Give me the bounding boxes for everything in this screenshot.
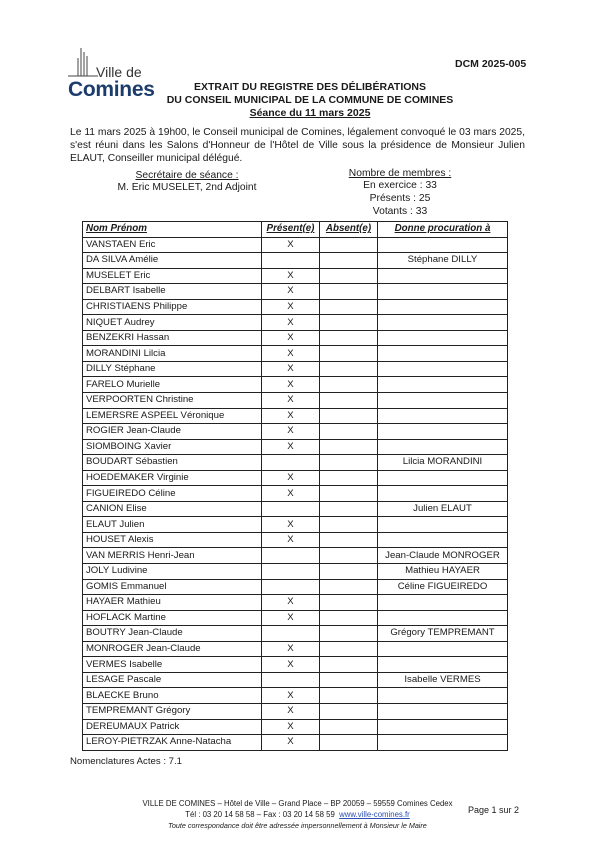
table-row xyxy=(83,719,508,735)
footer-correspondence-note: Toute correspondance doit être adressée impersonnellement à Monsieur le Maire xyxy=(168,821,427,830)
present-mark: X xyxy=(262,719,320,735)
member-name: ELAUT Julien xyxy=(83,517,262,533)
table-row xyxy=(83,346,508,362)
table-row xyxy=(83,408,508,424)
member-name: MUSELET Eric xyxy=(83,268,262,284)
proxy-holder xyxy=(378,735,508,751)
absent-mark xyxy=(320,672,378,688)
proxy-holder xyxy=(378,610,508,626)
member-name: NIQUET Audrey xyxy=(83,315,262,331)
header-present: Présent(e) xyxy=(262,222,320,238)
member-name: HOUSET Alexis xyxy=(83,532,262,548)
absent-mark xyxy=(320,253,378,269)
present-mark: X xyxy=(262,486,320,502)
proxy-holder xyxy=(378,237,508,253)
member-name: ROGIER Jean-Claude xyxy=(83,424,262,440)
member-name: DILLY Stéphane xyxy=(83,361,262,377)
present-mark: X xyxy=(262,377,320,393)
absent-mark xyxy=(320,470,378,486)
logo-comines-text: Comines xyxy=(68,78,155,101)
member-name: MONROGER Jean-Claude xyxy=(83,641,262,657)
absent-mark xyxy=(320,626,378,642)
proxy-holder: Mathieu HAYAER xyxy=(378,564,508,580)
header-absent: Absent(e) xyxy=(320,222,378,238)
member-name: FARELO Murielle xyxy=(83,377,262,393)
absent-mark xyxy=(320,268,378,284)
absent-mark xyxy=(320,237,378,253)
table-row xyxy=(83,610,508,626)
table-header-row xyxy=(83,222,508,238)
present-mark xyxy=(262,253,320,269)
present-mark xyxy=(262,672,320,688)
proxy-holder xyxy=(378,377,508,393)
proxy-holder xyxy=(378,703,508,719)
table-row xyxy=(83,548,508,564)
absent-mark xyxy=(320,517,378,533)
member-name: CANION Elise xyxy=(83,501,262,517)
proxy-holder xyxy=(378,486,508,502)
absent-mark xyxy=(320,424,378,440)
present-mark: X xyxy=(262,532,320,548)
table-row xyxy=(83,377,508,393)
present-mark: X xyxy=(262,268,320,284)
table-row xyxy=(83,455,508,471)
member-name: HOEDEMAKER Virginie xyxy=(83,470,262,486)
present-mark xyxy=(262,455,320,471)
website-link[interactable]: www.ville-comines.fr xyxy=(339,810,410,819)
absent-mark xyxy=(320,735,378,751)
member-name: VANSTAEN Eric xyxy=(83,237,262,253)
present-mark: X xyxy=(262,657,320,673)
absent-mark xyxy=(320,315,378,331)
proxy-holder: Jean-Claude MONROGER xyxy=(378,548,508,564)
absent-mark xyxy=(320,548,378,564)
member-name: CHRISTIAENS Philippe xyxy=(83,299,262,315)
members-label: Nombre de membres : xyxy=(348,168,452,179)
table-row xyxy=(83,501,508,517)
proxy-holder xyxy=(378,268,508,284)
secretary-name: M. Eric MUSELET, 2nd Adjoint xyxy=(117,182,257,193)
proxy-holder: Lilcia MORANDINI xyxy=(378,455,508,471)
table-row xyxy=(83,579,508,595)
proxy-holder xyxy=(378,719,508,735)
present-mark xyxy=(262,626,320,642)
table-row xyxy=(83,424,508,440)
present-mark: X xyxy=(262,424,320,440)
member-name: SIOMBOING Xavier xyxy=(83,439,262,455)
present-mark: X xyxy=(262,641,320,657)
proxy-holder xyxy=(378,424,508,440)
table-row xyxy=(83,315,508,331)
table-row xyxy=(83,595,508,611)
member-name: BLAECKE Bruno xyxy=(83,688,262,704)
table-row xyxy=(83,672,508,688)
member-name: JOLY Ludivine xyxy=(83,564,262,580)
members-presents: Présents : 25 xyxy=(369,193,431,204)
absent-mark xyxy=(320,532,378,548)
absent-mark xyxy=(320,361,378,377)
absent-mark xyxy=(320,455,378,471)
proxy-holder xyxy=(378,315,508,331)
member-name: BOUTRY Jean-Claude xyxy=(83,626,262,642)
present-mark: X xyxy=(262,439,320,455)
member-name: MORANDINI Lilcia xyxy=(83,346,262,362)
present-mark: X xyxy=(262,299,320,315)
present-mark: X xyxy=(262,284,320,300)
present-mark: X xyxy=(262,346,320,362)
table-row xyxy=(83,330,508,346)
proxy-holder: Isabelle VERMES xyxy=(378,672,508,688)
deliberation-reference: DCM 2025-005 xyxy=(455,58,527,70)
absent-mark xyxy=(320,657,378,673)
proxy-holder xyxy=(378,517,508,533)
member-name: VERMES Isabelle xyxy=(83,657,262,673)
proxy-holder: Julien ELAUT xyxy=(378,501,508,517)
proxy-holder xyxy=(378,532,508,548)
table-row xyxy=(83,657,508,673)
proxy-holder xyxy=(378,284,508,300)
page-number: Page 1 sur 2 xyxy=(468,805,520,815)
absent-mark xyxy=(320,501,378,517)
comines-logo xyxy=(64,46,154,106)
absent-mark xyxy=(320,284,378,300)
proxy-holder xyxy=(378,595,508,611)
proxy-holder: Stéphane DILLY xyxy=(378,253,508,269)
absent-mark xyxy=(320,703,378,719)
present-mark xyxy=(262,564,320,580)
proxy-holder xyxy=(378,439,508,455)
intro-paragraph: Le 11 mars 2025 à 19h00, le Conseil municipal de Comines, légalement convoqué le 03 mars 2025, s'est réuni dans les Salons d'Honneur de l'Hôtel de Ville sous la présidence de Monsieur Julien ELAUT, Conseiller municipal délégué. xyxy=(70,127,525,164)
member-name: FIGUEIREDO Céline xyxy=(83,486,262,502)
absent-mark xyxy=(320,595,378,611)
absent-mark xyxy=(320,688,378,704)
member-name: DELBART Isabelle xyxy=(83,284,262,300)
absent-mark xyxy=(320,579,378,595)
member-name: HOFLACK Martine xyxy=(83,610,262,626)
table-row xyxy=(83,641,508,657)
absent-mark xyxy=(320,564,378,580)
member-name: VAN MERRIS Henri-Jean xyxy=(83,548,262,564)
table-row xyxy=(83,237,508,253)
absent-mark xyxy=(320,610,378,626)
member-name: TEMPREMANT Grégory xyxy=(83,703,262,719)
table-row xyxy=(83,688,508,704)
session-date: Séance du 11 mars 2025 xyxy=(249,107,371,119)
proxy-holder xyxy=(378,688,508,704)
header-proxy: Donne procuration à xyxy=(378,222,508,238)
attendance-table xyxy=(82,221,508,751)
document-title-line2: DU CONSEIL MUNICIPAL DE LA COMMUNE DE COMINES xyxy=(166,94,454,106)
present-mark: X xyxy=(262,703,320,719)
proxy-holder xyxy=(378,393,508,409)
absent-mark xyxy=(320,330,378,346)
present-mark: X xyxy=(262,393,320,409)
absent-mark xyxy=(320,641,378,657)
table-row xyxy=(83,393,508,409)
present-mark: X xyxy=(262,595,320,611)
footer-address: VILLE DE COMINES – Hôtel de Ville – Grand Place – BP 20059 – 59559 Comines Cedex xyxy=(142,799,453,808)
members-exercice: En exercice : 33 xyxy=(363,180,437,191)
proxy-holder xyxy=(378,657,508,673)
table-row xyxy=(83,626,508,642)
present-mark: X xyxy=(262,330,320,346)
present-mark: X xyxy=(262,688,320,704)
proxy-holder xyxy=(378,330,508,346)
member-name: DA SILVA Amélie xyxy=(83,253,262,269)
table-row xyxy=(83,735,508,751)
absent-mark xyxy=(320,377,378,393)
table-row xyxy=(83,703,508,719)
absent-mark xyxy=(320,439,378,455)
member-name: LESAGE Pascale xyxy=(83,672,262,688)
present-mark: X xyxy=(262,610,320,626)
present-mark: X xyxy=(262,237,320,253)
proxy-holder xyxy=(378,470,508,486)
proxy-holder xyxy=(378,299,508,315)
member-name: BENZEKRI Hassan xyxy=(83,330,262,346)
table-row xyxy=(83,439,508,455)
proxy-holder xyxy=(378,408,508,424)
table-row xyxy=(83,361,508,377)
absent-mark xyxy=(320,393,378,409)
nomenclature-note: Nomenclatures Actes : 7.1 xyxy=(70,756,182,767)
present-mark: X xyxy=(262,735,320,751)
header-name: Nom Prénom xyxy=(83,222,262,238)
table-row xyxy=(83,268,508,284)
proxy-holder xyxy=(378,346,508,362)
absent-mark xyxy=(320,486,378,502)
secretary-label: Secrétaire de séance : xyxy=(135,170,239,181)
member-name: HAYAER Mathieu xyxy=(83,595,262,611)
member-name: VERPOORTEN Christine xyxy=(83,393,262,409)
absent-mark xyxy=(320,299,378,315)
table-row xyxy=(83,564,508,580)
absent-mark xyxy=(320,346,378,362)
table-row xyxy=(83,486,508,502)
present-mark xyxy=(262,548,320,564)
proxy-holder xyxy=(378,641,508,657)
present-mark: X xyxy=(262,408,320,424)
member-name: DEREUMAUX Patrick xyxy=(83,719,262,735)
table-row xyxy=(83,470,508,486)
member-name: LEROY-PIETRZAK Anne-Natacha xyxy=(83,735,262,751)
member-name: BOUDART Sébastien xyxy=(83,455,262,471)
members-votants: Votants : 33 xyxy=(372,206,428,217)
present-mark: X xyxy=(262,361,320,377)
present-mark: X xyxy=(262,470,320,486)
table-row xyxy=(83,532,508,548)
proxy-holder: Grégory TEMPREMANT xyxy=(378,626,508,642)
absent-mark xyxy=(320,719,378,735)
proxy-holder xyxy=(378,361,508,377)
table-row xyxy=(83,517,508,533)
present-mark xyxy=(262,579,320,595)
table-row xyxy=(83,253,508,269)
logo-ville-text: Ville de xyxy=(96,64,142,80)
table-row xyxy=(83,299,508,315)
footer-contact xyxy=(100,810,495,819)
present-mark: X xyxy=(262,517,320,533)
member-name: GOMIS Emmanuel xyxy=(83,579,262,595)
present-mark xyxy=(262,501,320,517)
member-name: LEMERSRE ASPEEL Véronique xyxy=(83,408,262,424)
table-row xyxy=(83,284,508,300)
document-title-line1: EXTRAIT DU REGISTRE DES DÉLIBÉRATIONS xyxy=(194,81,426,93)
proxy-holder: Céline FIGUEIREDO xyxy=(378,579,508,595)
absent-mark xyxy=(320,408,378,424)
present-mark: X xyxy=(262,315,320,331)
footer-phone-fax: Tél : 03 20 14 58 58 – Fax : 03 20 14 58 59 xyxy=(185,810,335,819)
